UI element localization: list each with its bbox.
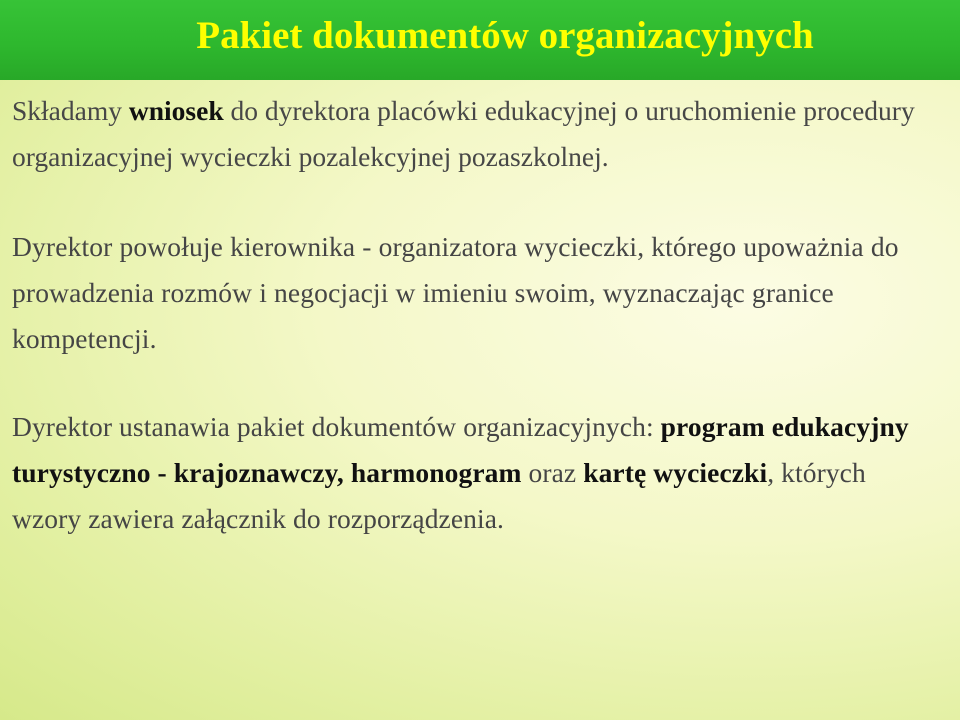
- paragraph-wniosek-text-2: do dyrektora placówki edukacyjnej o uruchomienie procedury organizacyjnej wycieczki pozalekcyjnej pozaszkolnej.: [12, 95, 915, 172]
- paragraph-pakiet-bold-1: program edukacyjny turystyczno - krajoznawczy, harmonogram: [12, 411, 909, 488]
- paragraph-pakiet: [12, 404, 942, 542]
- slide-title: Pakiet dokumentów organizacyjnych: [196, 14, 814, 57]
- paragraph-pakiet-bold-2: kartę wycieczki: [583, 457, 768, 488]
- paragraph-wniosek-text-1: Składamy: [12, 95, 129, 126]
- title-bar: [0, 0, 960, 80]
- paragraph-pakiet-text-3: , których wzory zawiera załącznik do rozporządzenia.: [12, 457, 866, 534]
- paragraph-wniosek: [12, 88, 942, 180]
- paragraph-pakiet-text-2: oraz: [521, 457, 584, 488]
- paragraph-kierownik: Dyrektor powołuje kierownika - organizatora wycieczki, którego upoważnia do prowadzenia rozmów i negocjacji w imieniu swoim, wyznaczając granice kompetencji.: [12, 231, 899, 354]
- slide-content: [12, 88, 942, 542]
- paragraph-pakiet-text-1: Dyrektor ustanawia pakiet dokumentów organizacyjnych:: [12, 411, 661, 442]
- paragraph-wniosek-bold-1: wniosek: [128, 95, 224, 126]
